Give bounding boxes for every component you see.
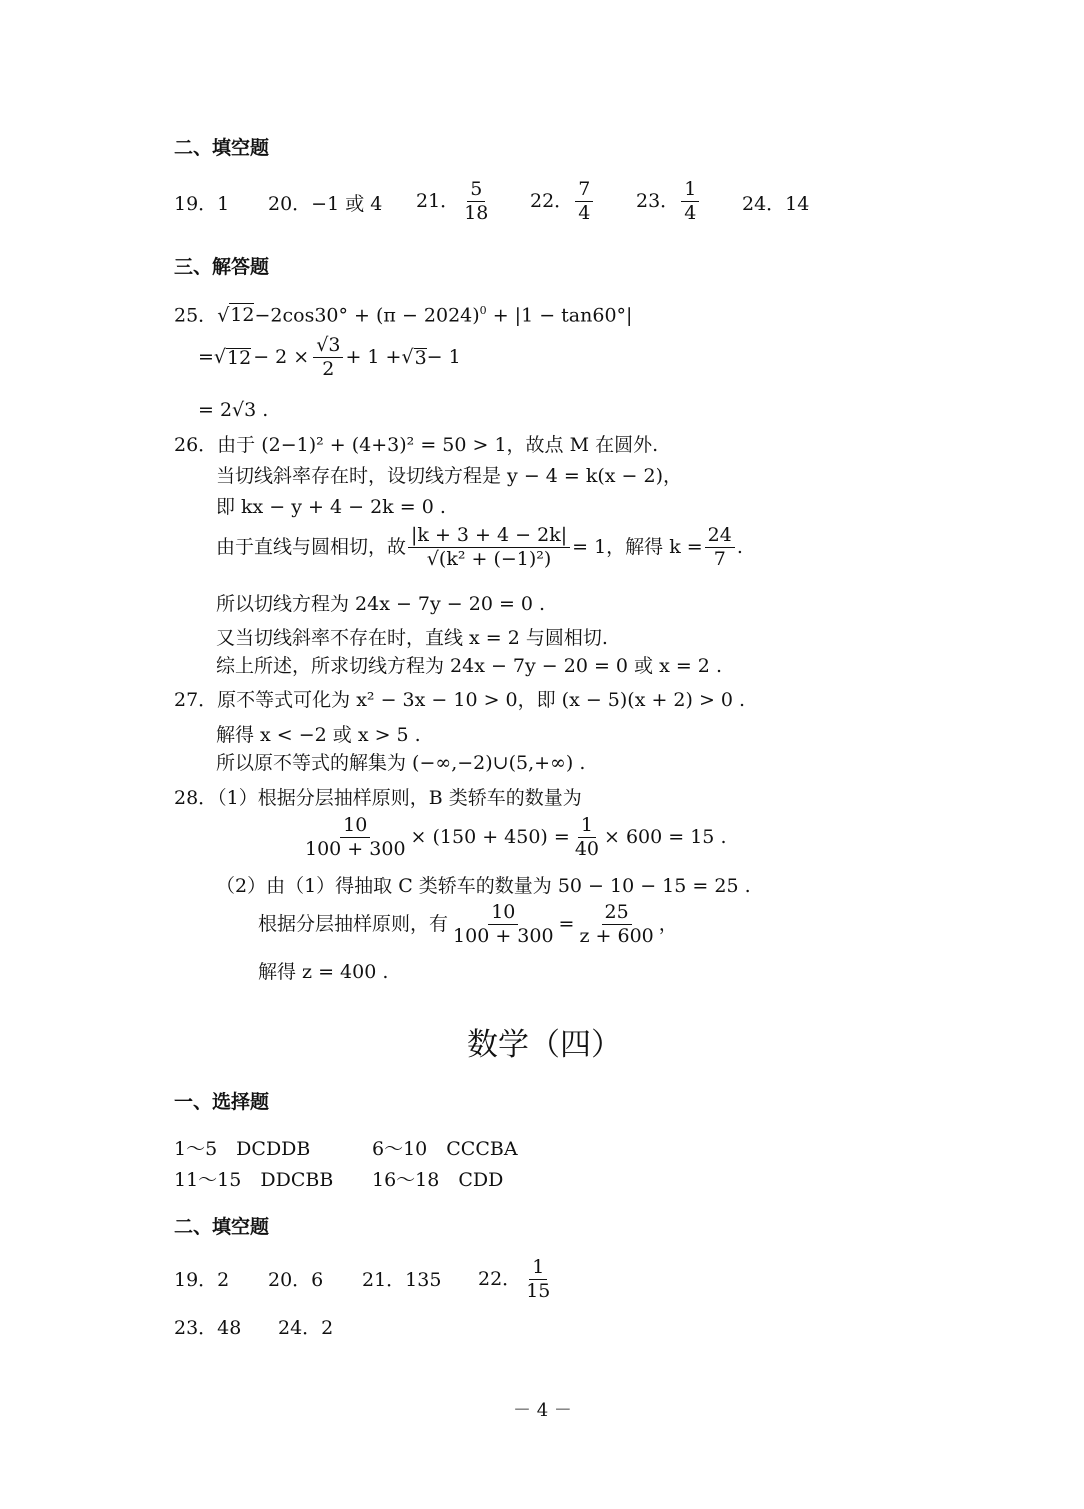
numerator: 1: [529, 1258, 547, 1280]
answer2-23: 23．48: [174, 1317, 242, 1339]
expression-tail: + |1 − tan60°|: [486, 304, 633, 327]
answer-22: [530, 180, 595, 223]
expression-tail: × 600 = 15 .: [604, 826, 727, 848]
q26-line4: [216, 526, 743, 569]
answer2-21: 21．135: [362, 1269, 442, 1291]
q26-line6: 又当切线斜率不存在时，直线 x = 2 与圆相切.: [216, 627, 608, 649]
expression: −2cos30° + (π − 2024): [254, 304, 480, 327]
numerator: 1: [681, 180, 699, 202]
denominator: 40: [574, 838, 599, 860]
choice-6-10: 6～10 CCCBA: [372, 1138, 518, 1160]
denominator: 4: [684, 202, 697, 224]
numerator: 1: [578, 816, 596, 838]
radicand: 12: [230, 304, 255, 327]
numerator: 5: [467, 180, 485, 202]
page-number: － 4 －: [513, 1400, 572, 1421]
answer-23: [636, 180, 701, 223]
choice-1-5: 1～5 DCDDB: [174, 1138, 311, 1160]
denominator: 4: [578, 202, 591, 224]
answer-19: 19．1: [174, 193, 230, 215]
q26-line7: 综上所述，所求切线方程为 24x − 7y − 20 = 0 或 x = 2 .: [216, 655, 722, 677]
answer-label: 21．: [416, 190, 460, 212]
denominator: √(k² + (−1)²): [426, 548, 552, 570]
equals: =: [558, 913, 575, 935]
q25-number: 25．: [174, 304, 218, 327]
q26-line2: 当切线斜率存在时，设切线方程是 y − 4 = k(x − 2)，: [216, 465, 683, 487]
numerator: 24: [705, 526, 735, 548]
comma: ，: [658, 913, 678, 935]
expression: − 2 ×: [253, 346, 310, 368]
denominator: 18: [464, 202, 489, 224]
answer2-22: [478, 1258, 555, 1301]
answer-21: [416, 180, 493, 223]
chapter-title: 数学（四）: [467, 1027, 622, 1063]
denominator: 15: [526, 1280, 551, 1302]
q28-line1: 28．（1）根据分层抽样原则，B 类轿车的数量为: [174, 787, 582, 809]
section-heading-multiple-choice: 一、选择题: [174, 1091, 270, 1113]
q25-line3: = 2√3 .: [198, 399, 269, 421]
denominator: 100 + 300: [305, 838, 406, 860]
section-heading-fill-blank-2: 二、填空题: [174, 1216, 270, 1238]
denominator: 100 + 300: [453, 925, 554, 947]
q26-line5: 所以切线方程为 24x − 7y − 20 = 0 .: [216, 593, 546, 615]
q28-line3: （2）由（1）得抽取 C 类轿车的数量为 50 − 10 − 15 = 25 .: [216, 875, 751, 897]
answer-label: 22．: [530, 190, 574, 212]
section-heading-fill-blank: 二、填空题: [174, 137, 270, 159]
q25-line2: = √ 12 − 2 × $\frac{√3}{2}$ + 1 + √ 3 − 1: [198, 334, 461, 380]
text: = 1，解得 k =: [572, 536, 703, 558]
numerator: 7: [575, 180, 593, 202]
q28-formula1: [300, 816, 726, 859]
q27-line2: 解得 x < −2 或 x > 5 .: [216, 724, 421, 746]
q27-line1: 27．原不等式可化为 x² − 3x − 10 > 0，即 (x − 5)(x + 2) > 0 .: [174, 689, 746, 711]
text: 根据分层抽样原则，有: [258, 913, 449, 935]
q27-line3: 所以原不等式的解集为 (−∞,−2)∪(5,+∞) .: [216, 752, 586, 774]
denominator: 7: [713, 548, 726, 570]
radicand: 12: [227, 346, 252, 369]
answer2-20: 20．6: [268, 1269, 324, 1291]
q28-line5: 解得 z = 400 .: [258, 961, 389, 983]
answer-20: 20．−1 或 4: [268, 193, 383, 215]
numerator: 10: [340, 816, 370, 838]
radicand: 3: [414, 346, 427, 369]
q26-line1: 26．由于 (2−1)² + (4+3)² = 50 > 1，故点 M 在圆外.: [174, 434, 659, 456]
expression-tail: + 1 +: [345, 346, 402, 368]
q25-line1: 25．$√12-2\cos 30^\circ + (\pi - 2024)^0 + |1 - \tan 60^\circ|$: [174, 304, 633, 327]
q26-line3: 即 kx − y + 4 − 2k = 0 .: [216, 496, 446, 518]
answer2-24: 24．2: [278, 1317, 334, 1339]
section-heading-solutions: 三、解答题: [174, 256, 270, 278]
answer-label: 23．: [636, 190, 680, 212]
choice-16-18: 16～18 CDD: [372, 1169, 504, 1191]
answer2-19: 19．2: [174, 1269, 230, 1291]
q28-line4: [258, 903, 678, 946]
expression-end: − 1: [426, 346, 461, 368]
answer-label: 22．: [478, 1268, 522, 1290]
denominator: z + 600: [579, 925, 654, 947]
equals: =: [198, 346, 214, 368]
choice-11-15: 11～15 DDCBB: [174, 1169, 334, 1191]
exponent: 0: [479, 304, 487, 317]
answer-24: 24．14: [742, 193, 810, 215]
numerator: 10: [488, 903, 518, 925]
numerator: 25: [602, 903, 632, 925]
text: 由于直线与圆相切，故: [216, 536, 407, 558]
numerator: |k + 3 + 4 − 2k|: [408, 526, 570, 548]
expression: × (150 + 450) =: [410, 826, 570, 848]
numerator: √3: [313, 336, 343, 358]
period: .: [736, 536, 743, 558]
denominator: 2: [322, 358, 335, 380]
